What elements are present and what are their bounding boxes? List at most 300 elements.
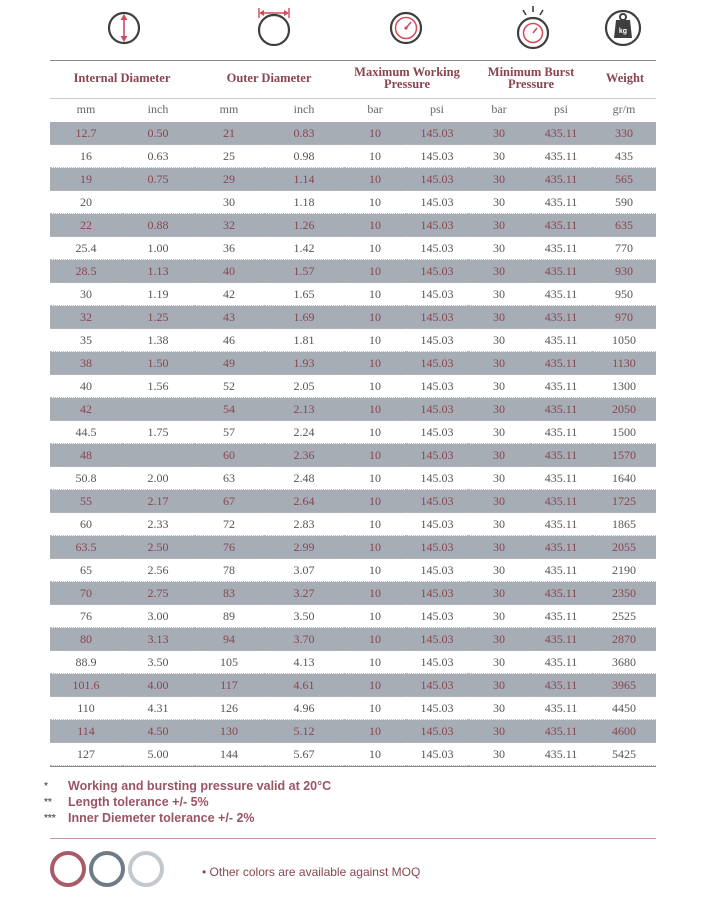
cell-weight: 565 [592, 168, 656, 191]
header-max-working-pressure [346, 66, 468, 90]
cell-id-mm: 114 [50, 720, 122, 743]
table-row [50, 513, 656, 536]
cell-id-inch: 0.88 [122, 214, 194, 237]
unit-id-mm: mm [76, 102, 96, 116]
cell-id-mm: 88.9 [50, 651, 122, 674]
cell-id-inch [122, 191, 194, 214]
cell-od-mm: 89 [194, 605, 264, 628]
cell-od-mm: 78 [194, 559, 264, 582]
cell-id-mm: 38 [50, 352, 122, 375]
cell-id-mm: 19 [50, 168, 122, 191]
cell-working-bar: 10 [344, 628, 406, 651]
cell-weight: 2350 [592, 582, 656, 605]
cell-od-mm: 105 [194, 651, 264, 674]
icon-row [50, 0, 656, 60]
cell-id-mm: 22 [50, 214, 122, 237]
cell-weight: 1300 [592, 375, 656, 398]
cell-working-bar: 10 [344, 651, 406, 674]
table-row [50, 283, 656, 306]
cell-working-bar: 10 [344, 559, 406, 582]
cell-burst-bar: 30 [468, 536, 530, 559]
cell-burst-bar: 30 [468, 214, 530, 237]
cell-weight: 635 [592, 214, 656, 237]
table-bottom-rule [50, 766, 656, 767]
cell-id-mm: 16 [50, 145, 122, 168]
cell-burst-bar: 30 [468, 605, 530, 628]
cell-burst-bar: 30 [468, 375, 530, 398]
unit-weight-grm: gr/m [612, 102, 636, 116]
cell-burst-psi: 435.11 [530, 720, 592, 743]
note-text: Length tolerance +/- 5% [68, 795, 209, 809]
outer-diameter-icon [254, 6, 294, 51]
cell-working-psi: 145.03 [406, 513, 468, 536]
header-min-burst-pressure-line1: Minimum Burst [487, 65, 575, 79]
cell-id-mm: 127 [50, 743, 122, 766]
cell-od-inch: 1.14 [264, 168, 344, 191]
cell-working-psi: 145.03 [406, 490, 468, 513]
cell-od-inch: 3.70 [264, 628, 344, 651]
cell-working-psi: 145.03 [406, 651, 468, 674]
cell-burst-bar: 30 [468, 697, 530, 720]
cell-od-inch: 3.07 [264, 559, 344, 582]
cell-burst-psi: 435.11 [530, 582, 592, 605]
cell-weight: 950 [592, 283, 656, 306]
cell-id-inch: 0.63 [122, 145, 194, 168]
note-length [44, 794, 331, 810]
cell-working-bar: 10 [344, 697, 406, 720]
cell-id-inch: 4.31 [122, 697, 194, 720]
cell-burst-bar: 30 [468, 513, 530, 536]
cell-id-inch: 4.50 [122, 720, 194, 743]
cell-working-psi: 145.03 [406, 283, 468, 306]
cell-od-mm: 25 [194, 145, 264, 168]
cell-burst-psi: 435.11 [530, 168, 592, 191]
cell-burst-psi: 435.11 [530, 191, 592, 214]
specification-table-body [50, 122, 656, 766]
cell-burst-psi: 435.11 [530, 444, 592, 467]
table-row [50, 743, 656, 766]
cell-id-mm: 110 [50, 697, 122, 720]
unit-burst-bar: bar [491, 102, 507, 116]
header-internal-diameter: Internal Diameter [73, 71, 171, 85]
cell-working-bar: 10 [344, 536, 406, 559]
cell-od-inch: 2.83 [264, 513, 344, 536]
cell-working-psi: 145.03 [406, 444, 468, 467]
table-row [50, 168, 656, 191]
cell-od-inch: 1.18 [264, 191, 344, 214]
cell-burst-psi: 435.11 [530, 421, 592, 444]
cell-weight: 2055 [592, 536, 656, 559]
cell-burst-psi: 435.11 [530, 260, 592, 283]
cell-working-psi: 145.03 [406, 628, 468, 651]
note-marker: ** [44, 796, 52, 808]
weight-icon [603, 6, 643, 51]
cell-weight: 930 [592, 260, 656, 283]
cell-id-mm: 70 [50, 582, 122, 605]
cell-weight: 1050 [592, 329, 656, 352]
internal-diameter-icon [106, 6, 142, 51]
cell-burst-psi: 435.11 [530, 605, 592, 628]
cell-working-bar: 10 [344, 122, 406, 145]
cell-od-inch: 4.13 [264, 651, 344, 674]
cell-id-inch: 5.00 [122, 743, 194, 766]
cell-od-mm: 144 [194, 743, 264, 766]
cell-id-mm: 50.8 [50, 467, 122, 490]
cell-od-mm: 43 [194, 306, 264, 329]
cell-weight: 5425 [592, 743, 656, 766]
cell-burst-bar: 30 [468, 398, 530, 421]
cell-id-inch: 4.00 [122, 674, 194, 697]
table-row [50, 628, 656, 651]
table-row [50, 421, 656, 444]
cell-burst-psi: 435.11 [530, 651, 592, 674]
cell-od-mm: 52 [194, 375, 264, 398]
cell-weight: 3680 [592, 651, 656, 674]
cell-working-psi: 145.03 [406, 559, 468, 582]
cell-weight: 1640 [592, 467, 656, 490]
cell-od-mm: 72 [194, 513, 264, 536]
cell-working-bar: 10 [344, 352, 406, 375]
cell-od-mm: 32 [194, 214, 264, 237]
cell-working-psi: 145.03 [406, 398, 468, 421]
cell-working-psi: 145.03 [406, 743, 468, 766]
cell-working-psi: 145.03 [406, 306, 468, 329]
cell-working-bar: 10 [344, 329, 406, 352]
cell-working-bar: 10 [344, 214, 406, 237]
cell-od-mm: 49 [194, 352, 264, 375]
cell-burst-bar: 30 [468, 260, 530, 283]
cell-working-psi: 145.03 [406, 352, 468, 375]
header-top-rule [50, 60, 656, 61]
cell-burst-psi: 435.11 [530, 697, 592, 720]
cell-working-psi: 145.03 [406, 145, 468, 168]
cell-working-psi: 145.03 [406, 168, 468, 191]
cell-od-inch: 2.24 [264, 421, 344, 444]
note-text: Working and bursting pressure valid at 20°C [68, 779, 332, 793]
cell-working-bar: 10 [344, 260, 406, 283]
unit-od-mm: mm [219, 102, 239, 116]
cell-id-inch: 3.50 [122, 651, 194, 674]
cell-burst-bar: 30 [468, 122, 530, 145]
color-swatch-light-grey [128, 851, 164, 887]
cell-weight: 1725 [592, 490, 656, 513]
cell-od-inch: 5.12 [264, 720, 344, 743]
table-row [50, 559, 656, 582]
cell-working-bar: 10 [344, 490, 406, 513]
cell-weight: 970 [592, 306, 656, 329]
cell-od-inch: 4.96 [264, 697, 344, 720]
cell-working-bar: 10 [344, 674, 406, 697]
cell-id-inch: 1.19 [122, 283, 194, 306]
cell-od-inch: 2.13 [264, 398, 344, 421]
cell-burst-psi: 435.11 [530, 674, 592, 697]
cell-burst-bar: 30 [468, 720, 530, 743]
notes [44, 778, 331, 826]
cell-burst-bar: 30 [468, 743, 530, 766]
table-row [50, 145, 656, 168]
cell-working-bar: 10 [344, 145, 406, 168]
unit-burst-psi: psi [553, 102, 568, 116]
table-row [50, 122, 656, 145]
cell-working-psi: 145.03 [406, 467, 468, 490]
cell-id-mm: 30 [50, 283, 122, 306]
cell-id-inch: 2.33 [122, 513, 194, 536]
cell-id-inch: 3.00 [122, 605, 194, 628]
cell-burst-psi: 435.11 [530, 214, 592, 237]
table-row [50, 237, 656, 260]
cell-burst-bar: 30 [468, 444, 530, 467]
cell-working-psi: 145.03 [406, 697, 468, 720]
cell-burst-psi: 435.11 [530, 513, 592, 536]
cell-od-mm: 54 [194, 398, 264, 421]
table-row [50, 191, 656, 214]
cell-id-mm: 28.5 [50, 260, 122, 283]
cell-od-mm: 126 [194, 697, 264, 720]
cell-od-mm: 94 [194, 628, 264, 651]
cell-id-mm: 55 [50, 490, 122, 513]
table-row [50, 260, 656, 283]
cell-weight: 2870 [592, 628, 656, 651]
cell-id-inch: 2.50 [122, 536, 194, 559]
cell-od-inch: 1.93 [264, 352, 344, 375]
cell-od-mm: 21 [194, 122, 264, 145]
cell-id-inch [122, 398, 194, 421]
cell-working-bar: 10 [344, 743, 406, 766]
cell-burst-bar: 30 [468, 352, 530, 375]
header-max-working-pressure-line1: Maximum Working [354, 65, 460, 79]
header-weight: Weight [605, 71, 645, 85]
cell-burst-bar: 30 [468, 559, 530, 582]
availability-note: • Other colors are available against MOQ [202, 865, 421, 879]
table-row [50, 214, 656, 237]
cell-working-psi: 145.03 [406, 329, 468, 352]
cell-working-bar: 10 [344, 191, 406, 214]
cell-working-bar: 10 [344, 168, 406, 191]
cell-id-mm: 101.6 [50, 674, 122, 697]
cell-od-inch: 3.50 [264, 605, 344, 628]
cell-weight: 2525 [592, 605, 656, 628]
unit-od-inch: inch [293, 102, 315, 116]
cell-od-mm: 117 [194, 674, 264, 697]
cell-id-inch: 1.38 [122, 329, 194, 352]
cell-working-psi: 145.03 [406, 122, 468, 145]
cell-working-bar: 10 [344, 237, 406, 260]
cell-burst-psi: 435.11 [530, 743, 592, 766]
cell-weight: 1500 [592, 421, 656, 444]
cell-od-mm: 40 [194, 260, 264, 283]
cell-od-mm: 36 [194, 237, 264, 260]
cell-id-inch: 1.50 [122, 352, 194, 375]
cell-working-bar: 10 [344, 720, 406, 743]
cell-id-mm: 76 [50, 605, 122, 628]
cell-od-inch: 1.81 [264, 329, 344, 352]
note-marker: * [44, 780, 48, 792]
cell-id-mm: 40 [50, 375, 122, 398]
cell-burst-psi: 435.11 [530, 122, 592, 145]
cell-working-bar: 10 [344, 421, 406, 444]
cell-id-inch: 1.13 [122, 260, 194, 283]
header-max-working-pressure-line2: Pressure [383, 77, 431, 91]
table-row [50, 674, 656, 697]
table-row [50, 490, 656, 513]
unit-working-bar: bar [367, 102, 383, 116]
table-row [50, 467, 656, 490]
cell-working-psi: 145.03 [406, 260, 468, 283]
cell-weight: 435 [592, 145, 656, 168]
cell-burst-psi: 435.11 [530, 398, 592, 421]
cell-od-inch: 1.65 [264, 283, 344, 306]
cell-id-mm: 60 [50, 513, 122, 536]
cell-burst-bar: 30 [468, 191, 530, 214]
cell-od-mm: 60 [194, 444, 264, 467]
cell-id-mm: 80 [50, 628, 122, 651]
cell-working-psi: 145.03 [406, 582, 468, 605]
cell-burst-psi: 435.11 [530, 283, 592, 306]
cell-od-inch: 2.36 [264, 444, 344, 467]
cell-burst-psi: 435.11 [530, 536, 592, 559]
cell-working-bar: 10 [344, 375, 406, 398]
cell-id-mm: 35 [50, 329, 122, 352]
cell-id-inch: 2.00 [122, 467, 194, 490]
cell-od-inch: 4.61 [264, 674, 344, 697]
cell-od-inch: 2.64 [264, 490, 344, 513]
cell-burst-psi: 435.11 [530, 628, 592, 651]
color-swatch-grey [89, 851, 125, 887]
cell-working-bar: 10 [344, 283, 406, 306]
cell-id-inch: 2.56 [122, 559, 194, 582]
cell-id-mm: 48 [50, 444, 122, 467]
cell-weight: 2050 [592, 398, 656, 421]
cell-working-psi: 145.03 [406, 720, 468, 743]
cell-working-bar: 10 [344, 513, 406, 536]
cell-id-mm: 63.5 [50, 536, 122, 559]
cell-od-mm: 130 [194, 720, 264, 743]
cell-id-inch: 0.50 [122, 122, 194, 145]
cell-od-mm: 29 [194, 168, 264, 191]
cell-working-bar: 10 [344, 306, 406, 329]
cell-od-inch: 3.27 [264, 582, 344, 605]
header-min-burst-pressure [478, 66, 584, 90]
cell-id-mm: 44.5 [50, 421, 122, 444]
cell-od-mm: 42 [194, 283, 264, 306]
cell-id-inch: 1.56 [122, 375, 194, 398]
cell-weight: 4600 [592, 720, 656, 743]
cell-burst-bar: 30 [468, 145, 530, 168]
cell-weight: 1865 [592, 513, 656, 536]
cell-id-mm: 20 [50, 191, 122, 214]
cell-weight: 3965 [592, 674, 656, 697]
cell-weight: 590 [592, 191, 656, 214]
cell-burst-bar: 30 [468, 651, 530, 674]
cell-burst-psi: 435.11 [530, 237, 592, 260]
cell-burst-bar: 30 [468, 582, 530, 605]
cell-id-mm: 42 [50, 398, 122, 421]
cell-weight: 1570 [592, 444, 656, 467]
cell-burst-bar: 30 [468, 490, 530, 513]
table-row [50, 536, 656, 559]
cell-id-mm: 25.4 [50, 237, 122, 260]
cell-burst-bar: 30 [468, 306, 530, 329]
cell-working-psi: 145.03 [406, 421, 468, 444]
cell-od-mm: 30 [194, 191, 264, 214]
unit-working-psi: psi [429, 102, 444, 116]
cell-burst-bar: 30 [468, 467, 530, 490]
table-row [50, 352, 656, 375]
cell-od-inch: 1.42 [264, 237, 344, 260]
cell-burst-bar: 30 [468, 237, 530, 260]
cell-working-psi: 145.03 [406, 237, 468, 260]
note-text: Inner Diemeter tolerance +/- 2% [68, 811, 255, 825]
cell-working-bar: 10 [344, 398, 406, 421]
cell-weight: 2190 [592, 559, 656, 582]
cell-burst-psi: 435.11 [530, 352, 592, 375]
cell-od-mm: 76 [194, 536, 264, 559]
cell-id-inch: 1.00 [122, 237, 194, 260]
working-pressure-gauge-icon [388, 6, 424, 51]
cell-od-mm: 67 [194, 490, 264, 513]
cell-id-inch: 2.17 [122, 490, 194, 513]
cell-od-inch: 2.99 [264, 536, 344, 559]
footer-rule [50, 838, 656, 839]
note-pressure [44, 778, 331, 794]
burst-pressure-gauge-icon [515, 6, 551, 57]
cell-id-mm: 65 [50, 559, 122, 582]
table-row [50, 375, 656, 398]
cell-id-inch: 1.75 [122, 421, 194, 444]
cell-id-inch: 2.75 [122, 582, 194, 605]
cell-od-inch: 2.05 [264, 375, 344, 398]
cell-burst-bar: 30 [468, 168, 530, 191]
cell-od-inch: 5.67 [264, 743, 344, 766]
cell-weight: 4450 [592, 697, 656, 720]
cell-od-mm: 63 [194, 467, 264, 490]
table-row [50, 605, 656, 628]
cell-od-inch: 2.48 [264, 467, 344, 490]
cell-od-mm: 46 [194, 329, 264, 352]
cell-weight: 1130 [592, 352, 656, 375]
cell-od-mm: 83 [194, 582, 264, 605]
cell-working-psi: 145.03 [406, 536, 468, 559]
table-row [50, 306, 656, 329]
cell-burst-psi: 435.11 [530, 375, 592, 398]
cell-working-bar: 10 [344, 444, 406, 467]
cell-burst-psi: 435.11 [530, 145, 592, 168]
note-marker: *** [44, 812, 56, 824]
cell-od-mm: 57 [194, 421, 264, 444]
cell-working-bar: 10 [344, 467, 406, 490]
table-row [50, 651, 656, 674]
weight-icon-label: kg [618, 28, 628, 35]
cell-burst-psi: 435.11 [530, 467, 592, 490]
table-row [50, 720, 656, 743]
cell-id-inch: 3.13 [122, 628, 194, 651]
cell-weight: 330 [592, 122, 656, 145]
table-row [50, 329, 656, 352]
cell-working-bar: 10 [344, 582, 406, 605]
cell-working-psi: 145.03 [406, 191, 468, 214]
color-swatch-red [50, 851, 86, 887]
cell-burst-psi: 435.11 [530, 559, 592, 582]
cell-burst-psi: 435.11 [530, 329, 592, 352]
cell-weight: 770 [592, 237, 656, 260]
header-mid-rule [50, 98, 656, 99]
cell-od-inch: 0.83 [264, 122, 344, 145]
cell-working-psi: 145.03 [406, 674, 468, 697]
cell-id-mm: 32 [50, 306, 122, 329]
cell-od-inch: 1.26 [264, 214, 344, 237]
cell-id-inch: 0.75 [122, 168, 194, 191]
cell-burst-bar: 30 [468, 421, 530, 444]
